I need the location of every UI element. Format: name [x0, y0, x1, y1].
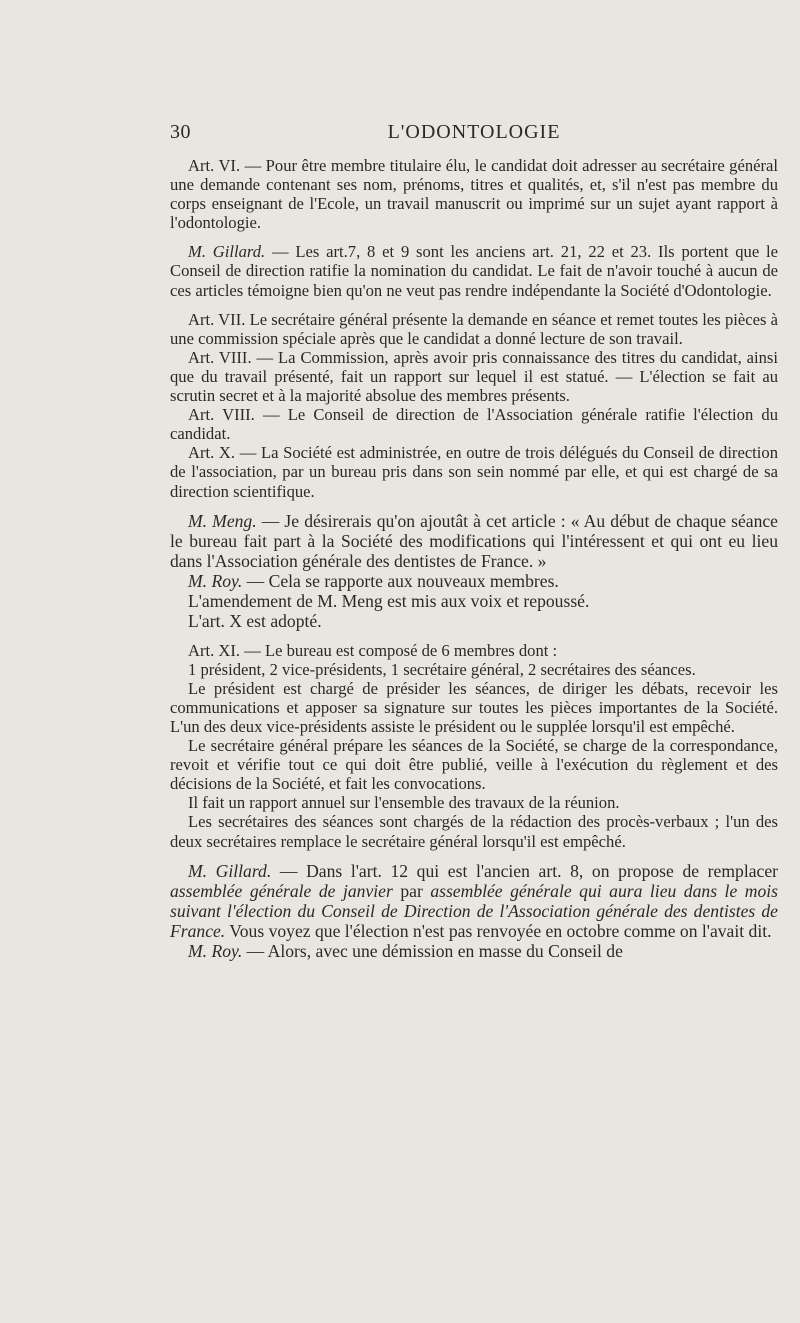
amendment-result: L'amendement de M. Meng est mis aux voix et repoussé.: [188, 590, 590, 611]
article-11: Art. XI. — Le bureau est composé de 6 membres dont :: [188, 640, 558, 660]
gillard-remark-2: M. Gillard. — Dans l'art. 12 qui est l'ancien art. 8, on propose de remplacer assemblée générale de janvier par assemblée générale qui aura lieu dans le mois suivant l'élection du Conseil de Direction de l'Association générale des dentistes de France. Vous voyez que l'élection n'est pas renvoyée en octobre comme on l'avait dit.: [170, 860, 778, 941]
speaker-name: M. Gillard.: [188, 242, 266, 262]
page-number: 30: [170, 121, 191, 143]
speaker-name: M. Roy.: [188, 940, 243, 961]
president-duties: Le président est chargé de présider les séances, de diriger les débats, recevoir les communications et apposer sa signature sur toutes les pièces importantes de la Société. L'un des deux vice-présidents assiste le président ou le supplée lorsqu'il est empêché.: [170, 678, 778, 736]
speaker-name: M. Gillard.: [188, 860, 272, 881]
speaker-name: M. Meng.: [188, 510, 257, 531]
meng-remark: M. Meng. — Je désirerais qu'on ajoutât à cet article : « Au début de chaque séance le bureau fait part à la Société des modifications qui l'intéressent et qui ont eu lieu dans l'Association générale des dentistes de France. »: [170, 510, 778, 571]
annual-report: Il fait un rapport annuel sur l'ensemble des travaux de la réunion.: [188, 793, 620, 813]
article-8: Art. VIII. — La Commission, après avoir pris connaissance des titres du candidat, ainsi que du travail présenté, fait un rapport sur lequel il est statué. — L'élection se fait au scrutin secret et à la majorité absolue des membres présents.: [170, 347, 778, 406]
roy-remark-2: M. Roy. — Alors, avec une démission en masse du Conseil de: [188, 940, 623, 961]
session-secretaries-duties: Les secrétaires des séances sont chargés de la rédaction des procès-verbaux ; l'un des deux secrétaires remplace le secrétaire général lorsqu'il est empêché.: [170, 812, 778, 851]
article-9: Art. VIII. — Le Conseil de direction de l'Association générale ratifie l'élection du candidat.: [170, 405, 778, 444]
article-10: Art. X. — La Société est administrée, en outre de trois délégués du Conseil de direction de l'association, par un bureau pris dans son sein nommé par elle, et qui est chargé de sa direction scientifique.: [170, 443, 778, 501]
page-body: [170, 156, 778, 961]
speaker-name: M. Roy.: [188, 570, 243, 591]
secretary-general-duties: Le secrétaire général prépare les séances de la Société, se charge de la correspondance, revoit et vérifie tout ce qui doit être publié, veille à l'exécution du règlement et des décisions de la Société, et fait les convocations.: [170, 736, 778, 794]
article-6: Art. VI. — Pour être membre titulaire élu, le candidat doit adresser au secrétaire général une demande contenant ses nom, prénoms, titres et qualités, et, s'il n'est pas membre du corps enseignant de l'Ecole, un travail manuscrit ou imprimé sur un sujet ayant rapport à l'odontologie.: [170, 156, 778, 233]
article-10-adopted: L'art. X est adopté.: [188, 610, 322, 631]
roy-remark-1: M. Roy. — Cela se rapporte aux nouveaux membres.: [188, 570, 559, 591]
running-title: L'ODONTOLOGIE: [387, 121, 561, 143]
article-7: Art. VII. Le secrétaire général présente la demande en séance et remet toutes les pièces à une commission spéciale après que le candidat a donné lecture de son travail.: [170, 309, 778, 348]
page-header: [170, 121, 778, 149]
bureau-composition: 1 président, 2 vice-présidents, 1 secrétaire général, 2 secrétaires des séances.: [188, 659, 696, 679]
gillard-remark-1: M. Gillard. — Les art.7, 8 et 9 sont les anciens art. 21, 22 et 23. Ils portent que le Conseil de direction ratifie la nomination du candidat. Le fait de n'avoir touché à aucun de ces articles témoigne bien qu'on ne veut pas rendre indépendante la Société d'Odontologie.: [170, 242, 778, 300]
